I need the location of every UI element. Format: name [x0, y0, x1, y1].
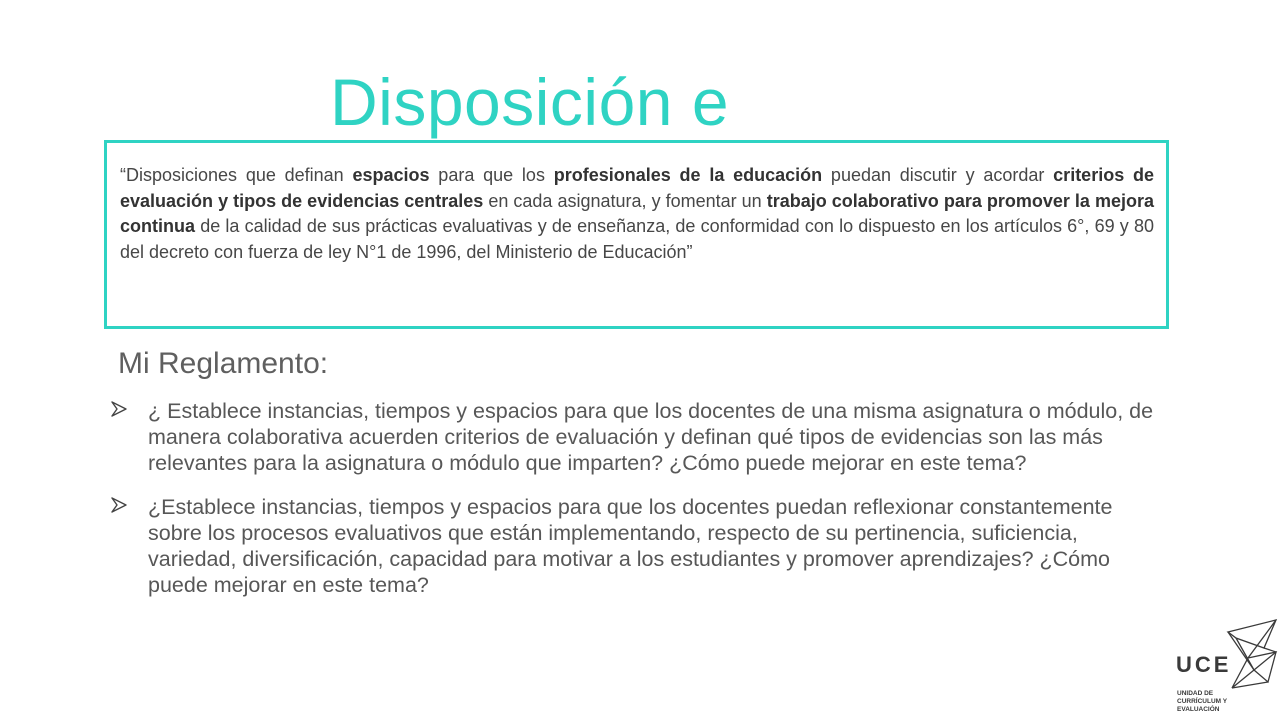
- logo-subtitle: [1177, 690, 1247, 714]
- uce-logo: [1168, 618, 1280, 720]
- bullet-text: ¿Establece instancias, tiempos y espacios para que los docentes puedan reflexionar constantemente sobre los procesos evaluativos que están implementando, respecto de su pertinencia, suficiencia, variedad, diversificación, capacidad para motivar a los estudiantes y promover aprendizajes? ¿Cómo puede mejorar en este tema?: [148, 495, 1113, 597]
- bullet-list: [104, 398, 1154, 616]
- logo-subtitle-line: UNIDAD DE: [1177, 690, 1214, 697]
- quote-segment: “Disposiciones que definan: [120, 165, 353, 185]
- quote-emphasis: criterios de evaluación y tipos de evidencias centrales: [120, 165, 1154, 211]
- quote-emphasis: profesionales de la educación: [553, 165, 823, 185]
- logo-subtitle-line: EVALUACIÓN: [1177, 706, 1220, 713]
- section-heading: Mi Reglamento:: [118, 347, 329, 380]
- quote-emphasis: espacios: [352, 165, 430, 185]
- quote-segment: para que los: [429, 165, 554, 185]
- quote-box: [104, 140, 1169, 329]
- list-item: [104, 494, 1154, 598]
- bullet-text: ¿ Establece instancias, tiempos y espacios para que los docentes de una misma asignatura o módulo, de manera colaborativa acuerden criterios de evaluación y definan qué tipos de evidencias son las más relevantes para la asignatura o módulo que imparten? ¿Cómo puede mejorar en este tema?: [148, 399, 1154, 475]
- quote-text: [120, 163, 1154, 265]
- quote-segment: en cada asignatura, y fomentar un: [483, 190, 767, 211]
- quote-segment: de la calidad de sus prácticas evaluativas y de enseñanza, de conformidad con lo dispuesto en los artículos 6°, 69 y 80 del decreto con fuerza de ley N°1 de 1996, del Ministerio de Educación”: [120, 216, 1154, 262]
- arrow-bullet-icon: [110, 495, 130, 515]
- quote-emphasis: trabajo colaborativo para promover la mejora continua: [120, 190, 1154, 236]
- quote-segment: puedan discutir y acordar: [822, 165, 1054, 185]
- logo-subtitle-line: CURRÍCULUM Y: [1177, 698, 1228, 705]
- arrow-bullet-icon: [110, 399, 130, 419]
- slide-title: Disposición e: [330, 65, 730, 139]
- logo-wordmark: UCE: [1176, 652, 1232, 677]
- uce-network-logo-icon: [1224, 618, 1280, 690]
- list-item: [104, 398, 1154, 476]
